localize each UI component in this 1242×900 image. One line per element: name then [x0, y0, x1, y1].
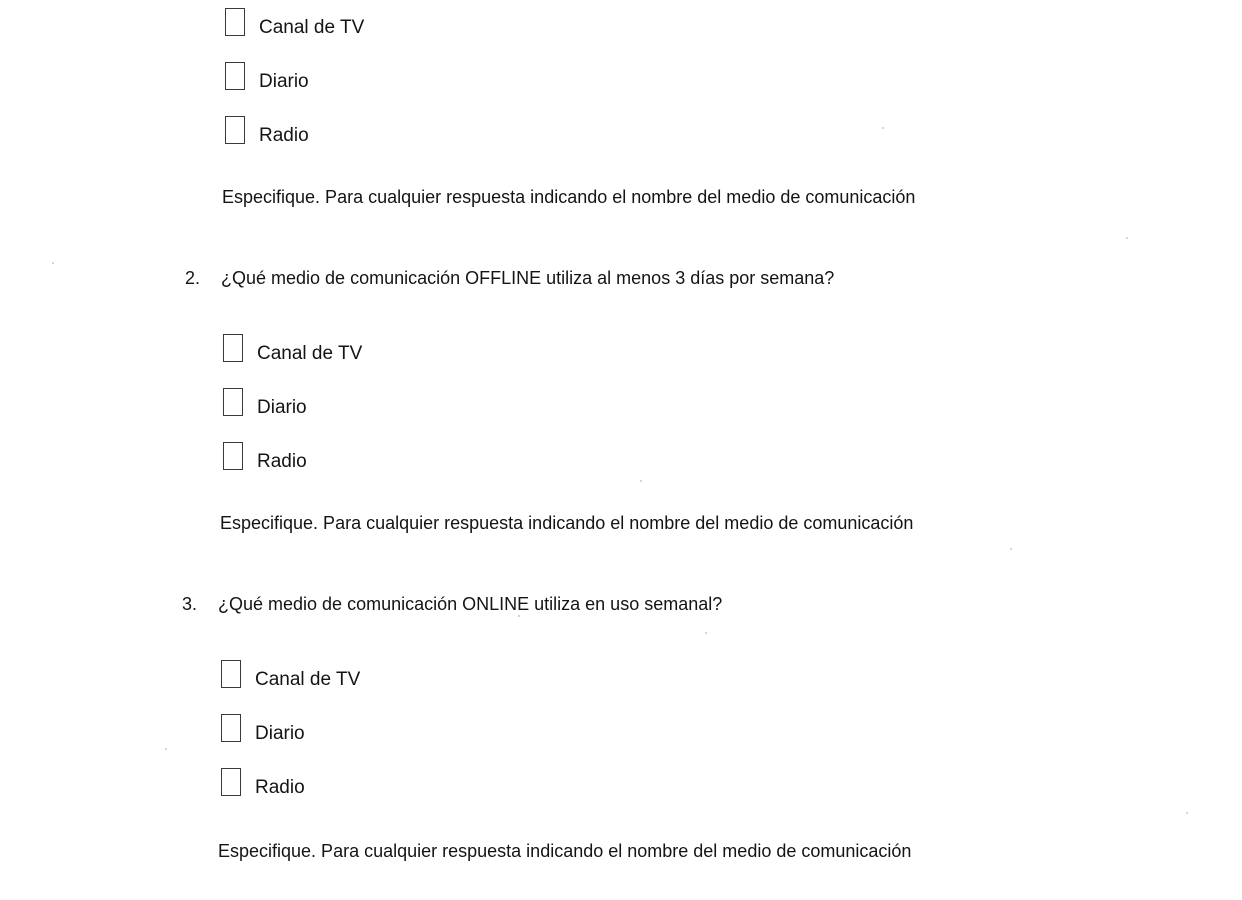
specify-instruction: Especifique. Para cualquier respuesta indicando el nombre del medio de comunicación — [220, 513, 914, 533]
option-label: Radio — [255, 777, 305, 798]
option-label: Canal de TV — [259, 17, 365, 38]
scan-speck — [518, 615, 520, 617]
specify-instruction: Especifique. Para cualquier respuesta indicando el nombre del medio de comunicación — [218, 841, 912, 861]
option-label: Canal de TV — [257, 343, 363, 364]
question-text: ¿Qué medio de comunicación ONLINE utiliza en uso semanal? — [218, 594, 723, 614]
question-number: 2. — [185, 268, 201, 288]
option-label: Canal de TV — [255, 669, 361, 690]
checkbox[interactable] — [221, 660, 241, 688]
checkbox[interactable] — [223, 442, 243, 470]
checkbox[interactable] — [223, 388, 243, 416]
scan-speck — [882, 127, 884, 129]
option-label: Diario — [255, 723, 305, 744]
checkbox[interactable] — [225, 116, 245, 144]
scan-speck — [640, 480, 642, 482]
question-number: 3. — [182, 594, 198, 614]
checkbox[interactable] — [221, 768, 241, 796]
option-label: Diario — [259, 71, 309, 92]
option-label: Radio — [259, 125, 309, 146]
scan-speck — [165, 748, 167, 750]
checkbox[interactable] — [223, 334, 243, 362]
scan-speck — [705, 632, 707, 634]
checkbox[interactable] — [225, 62, 245, 90]
scan-speck — [52, 262, 54, 264]
scan-speck — [1186, 812, 1188, 814]
checkbox[interactable] — [225, 8, 245, 36]
scan-speck — [1126, 237, 1128, 239]
option-label: Diario — [257, 397, 307, 418]
question-text: ¿Qué medio de comunicación OFFLINE utiliza al menos 3 días por semana? — [221, 268, 835, 288]
specify-instruction: Especifique. Para cualquier respuesta indicando el nombre del medio de comunicación — [222, 187, 916, 207]
option-label: Radio — [257, 451, 307, 472]
checkbox[interactable] — [221, 714, 241, 742]
scan-speck — [1010, 548, 1012, 550]
